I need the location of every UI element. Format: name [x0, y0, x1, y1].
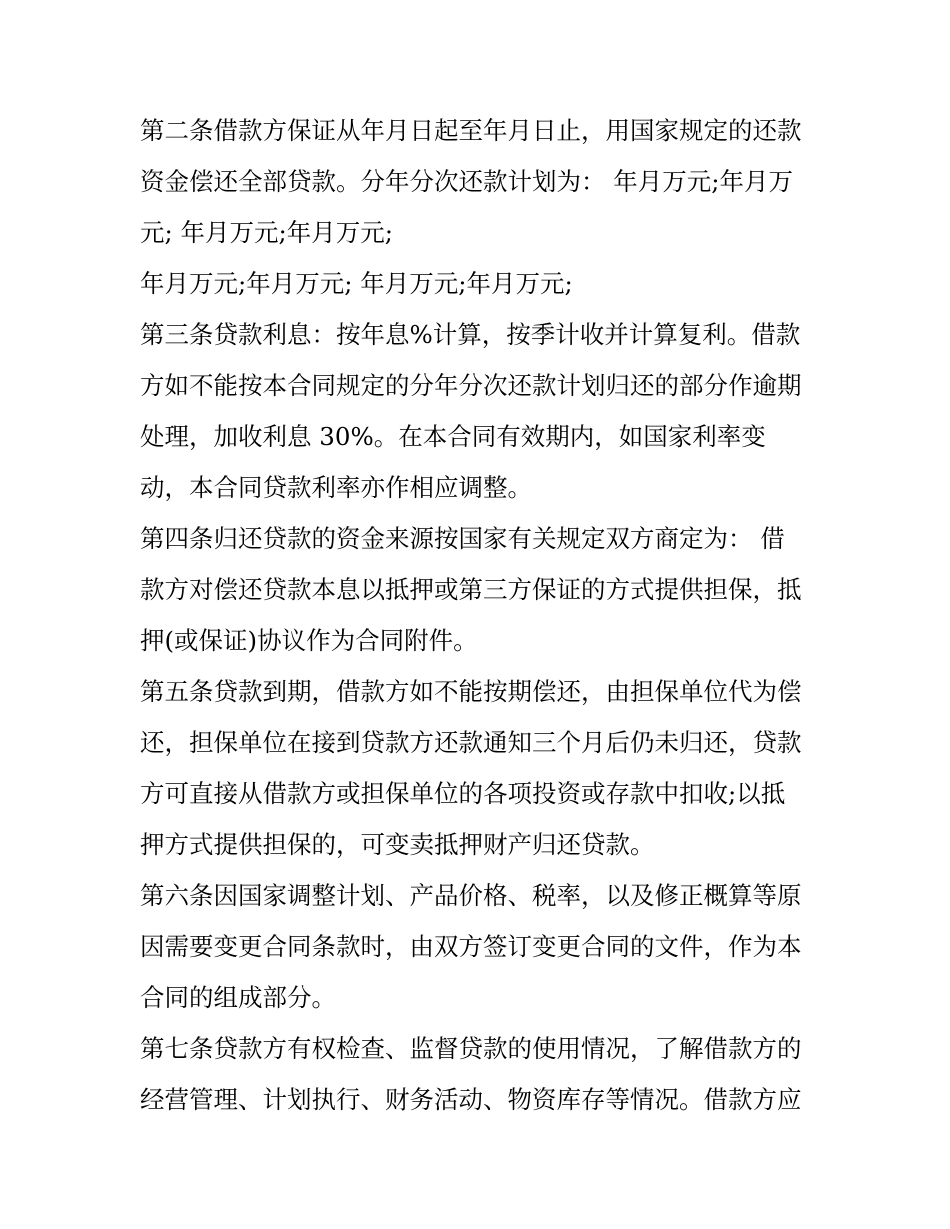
- text-line: 年月万元;年月万元; 年月万元;年月万元;: [140, 269, 573, 298]
- document-body: [140, 105, 820, 1125]
- text-line: 处理，加收利息 30%。在本合同有效期内，如国家利率变: [140, 422, 766, 451]
- text-line: 因需要变更合同条款时，由双方签订变更合同的文件，作为本: [140, 932, 802, 961]
- text-line: 还，担保单位在接到贷款方还款通知三个月后仍未归还，贷款: [140, 728, 802, 757]
- text-line: 押(或保证)协议作为合同附件。: [140, 626, 478, 655]
- text-line: 第六条因国家调整计划、产品价格、税率，以及修正概算等原: [140, 881, 802, 910]
- text-line: 第五条贷款到期，借款方如不能按期偿还，由担保单位代为偿: [140, 677, 802, 706]
- text-line: 动，本合同贷款利率亦作相应调整。: [140, 473, 532, 502]
- text-line: 方如不能按本合同规定的分年分次还款计划归还的部分作逾期: [140, 371, 802, 400]
- text-line: 第三条贷款利息：按年息%计算，按季计收并计算复利。借款: [140, 320, 801, 349]
- text-line: 方可直接从借款方或担保单位的各项投资或存款中扣收;以抵: [140, 779, 786, 808]
- text-line: 款方对偿还贷款本息以抵押或第三方保证的方式提供担保，抵: [140, 575, 802, 604]
- text-line: 第七条贷款方有权检查、监督贷款的使用情况，了解借款方的: [140, 1034, 802, 1063]
- text-line: 经营管理、计划执行、财务活动、物资库存等情况。借款方应: [140, 1085, 802, 1114]
- text-line: 资金偿还全部贷款。分年分次还款计划为： 年月万元;年月万: [140, 167, 794, 196]
- text-line: 押方式提供担保的，可变卖抵押财产归还贷款。: [140, 830, 655, 859]
- text-line: 合同的组成部分。: [140, 983, 336, 1012]
- text-line: 元; 年月万元;年月万元;: [140, 218, 394, 247]
- text-line: 第二条借款方保证从年月日起至年月日止，用国家规定的还款: [140, 116, 802, 145]
- text-line: 第四条归还贷款的资金来源按国家有关规定双方商定为： 借: [140, 524, 785, 553]
